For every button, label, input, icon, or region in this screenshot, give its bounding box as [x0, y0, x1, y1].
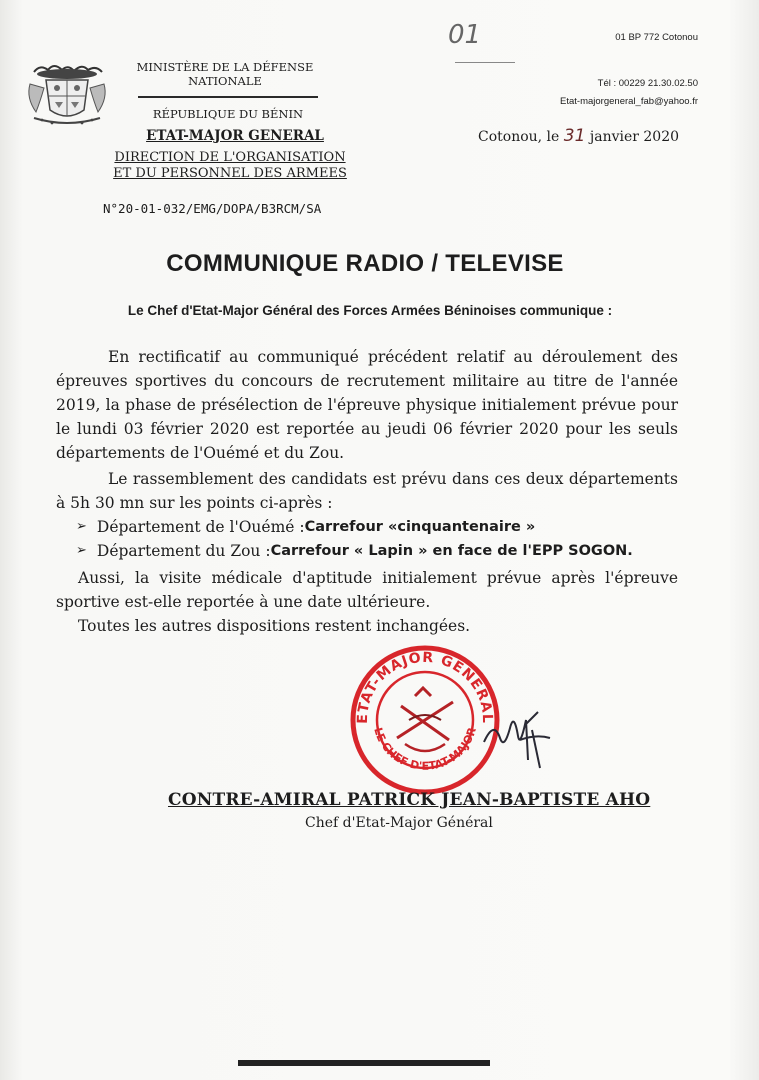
address-email: Etat-majorgeneral_fab@yahoo.fr [560, 96, 698, 107]
paragraph-2: Le rassemblement des candidats est prévu dans ces deux départements à 5h 30 mn sur les points ci-après : [56, 470, 678, 512]
place-prefix: Cotonou, le [478, 129, 560, 145]
handwritten-underline [455, 62, 515, 63]
republic-name: RÉPUBLIQUE DU BÉNIN [152, 107, 304, 121]
place-and-date [478, 126, 679, 146]
list-item [76, 539, 633, 563]
footer-bar [238, 1060, 490, 1066]
communique-intro: Le Chef d'Etat-Major Général des Forces Armées Béninoises communique : [127, 303, 613, 318]
address-tel: Tél : 00229 21.30.02.50 [597, 78, 698, 89]
ministry-line-2: NATIONALE [188, 74, 262, 88]
bullet-label: Département de l'Ouémé : [96, 518, 305, 536]
signatory-name: CONTRE-AMIRAL PATRICK JEAN-BAPTISTE AHO [168, 790, 651, 810]
list-item [76, 515, 633, 539]
svg-text:ETAT-MAJOR GENERAL: ETAT-MAJOR GENERAL [354, 649, 496, 724]
assembly-points-list [76, 515, 633, 563]
arrow-bullet-icon: ➢ [76, 543, 87, 558]
ministry-line-1: MINISTÈRE DE LA DÉFENSE [136, 60, 314, 74]
date-day-handwritten: 31 [563, 126, 586, 146]
svg-text:LE CHEF D'ETAT-MAJOR: LE CHEF D'ETAT-MAJOR [371, 725, 479, 773]
header-divider [138, 96, 318, 98]
handwritten-signature [480, 690, 560, 770]
paragraph-3: Aussi, la visite médicale d'aptitude initialement prévue après l'épreuve sportive est-elle reportée à une date ultérieure. [56, 569, 678, 611]
emg-heading: ETAT-MAJOR GENERAL [146, 128, 324, 144]
signatory-title: Chef d'Etat-Major Général [305, 815, 493, 831]
coat-of-arms-emblem [22, 58, 112, 128]
address-bp: 01 BP 772 Cotonou [615, 32, 698, 43]
bullet-value: Carrefour «cinquantenaire » [304, 519, 536, 535]
direction-heading [100, 150, 360, 182]
arrow-bullet-icon: ➢ [76, 519, 87, 534]
reference-number: N°20-01-032/EMG/DOPA/B3RCM/SA [103, 201, 322, 216]
bullet-label: Département du Zou : [96, 542, 271, 560]
date-month-year: janvier 2020 [589, 129, 680, 145]
paragraph-1: En rectificatif au communiqué précédent relatif au déroulement des épreuves sportives du concours de recrutement militaire au titre de l'année 2019, la phase de présélection de l'épreuve physique initialement prévue pour le lundi 03 février 2020 est reportée au jeudi 06 février 2020 pour les seuls départements de l'Ouémé et du Zou. [56, 348, 678, 462]
handwritten-number: 01 [448, 20, 482, 50]
direction-line-2: ET DU PERSONNEL DES ARMEES [113, 166, 347, 181]
ministry-name [130, 60, 320, 88]
bullet-value: Carrefour « Lapin » en face de l'EPP SOGON. [270, 543, 633, 559]
direction-line-1: DIRECTION DE L'ORGANISATION [114, 150, 346, 165]
paragraph-4: Toutes les autres dispositions restent inchangées. [78, 617, 471, 635]
communique-title: COMMUNIQUE RADIO / TELEVISE [166, 250, 564, 277]
